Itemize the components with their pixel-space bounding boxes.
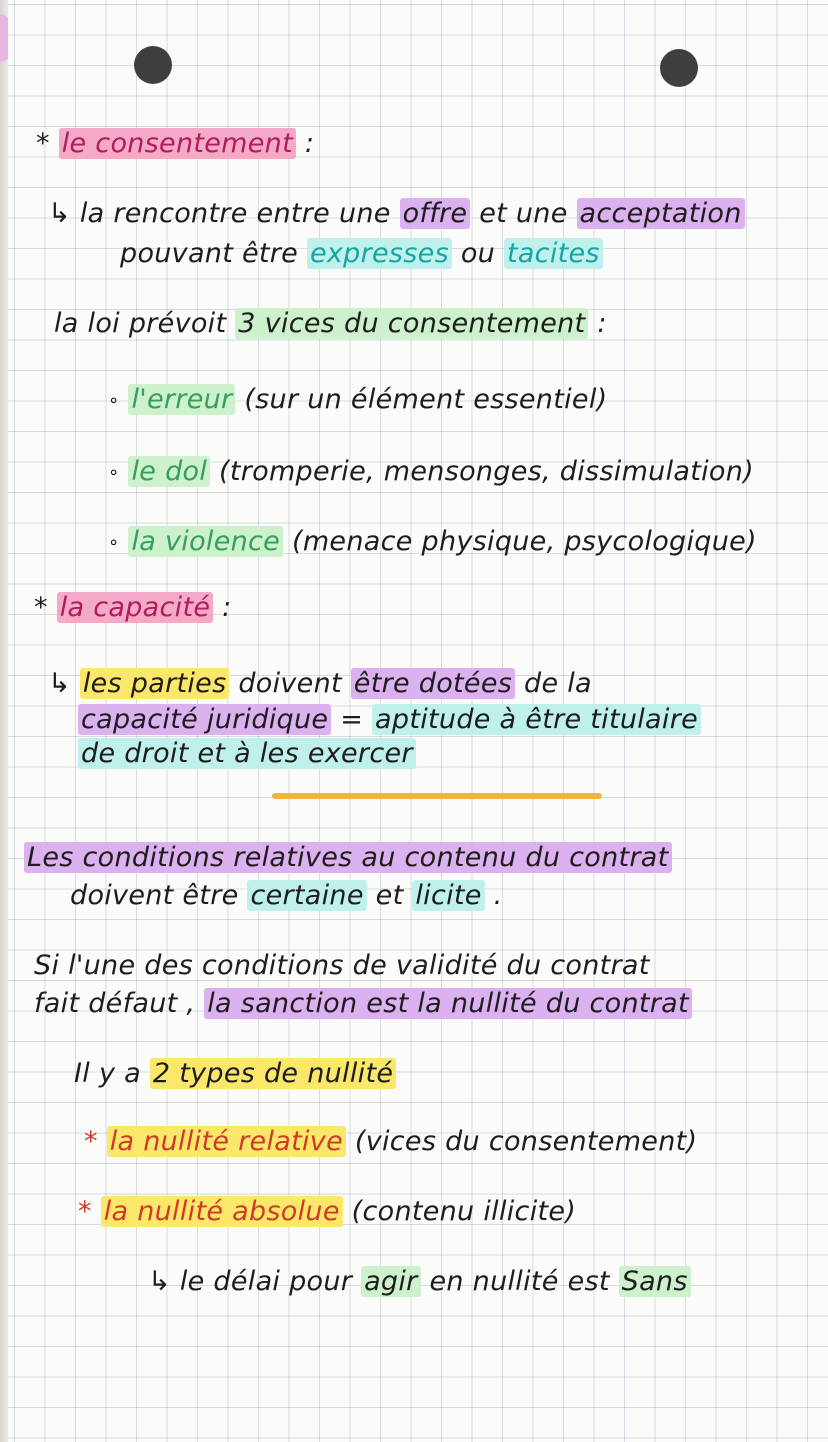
vice-detail: (tromperie, mensonges, dissimulation)	[219, 456, 754, 487]
heading-colon: :	[304, 128, 315, 159]
contenu-title: Les conditions relatives au contenu du contrat	[24, 842, 672, 873]
star-bullet-icon: *	[84, 1126, 98, 1157]
vice-item-erreur	[108, 384, 607, 415]
heading-consentement	[36, 128, 314, 159]
text: =	[340, 704, 364, 735]
text: et une	[479, 198, 568, 229]
text: :	[597, 308, 607, 339]
term-types: 2 types de nullité	[150, 1058, 396, 1089]
circle-bullet-icon: ∘	[108, 532, 120, 553]
circle-bullet-icon: ∘	[108, 462, 120, 483]
term-parties: les parties	[80, 668, 230, 699]
text: en nullité est	[429, 1266, 610, 1297]
term-expresses: expresses	[307, 238, 452, 269]
term-sanction: la sanction est la nullité du contrat	[204, 988, 692, 1019]
nullite-line-1	[34, 950, 650, 981]
contenu-line-2	[70, 880, 503, 911]
text: .	[493, 880, 503, 911]
term-acceptation: acceptation	[577, 198, 745, 229]
nullite-delai	[148, 1266, 691, 1297]
heading-colon: :	[222, 592, 232, 623]
term-offre: offre	[400, 198, 471, 229]
nullite-term: la nullité relative	[107, 1126, 346, 1157]
text: et	[375, 880, 404, 911]
capacite-line-2	[78, 704, 701, 735]
binder-hole-left	[134, 46, 172, 84]
term-droit: de droit et à les exercer	[78, 738, 416, 769]
text: pouvant être	[120, 238, 299, 269]
binder-hole-right	[660, 49, 698, 87]
text: de la	[524, 668, 592, 699]
term-agir: agir	[361, 1266, 421, 1297]
heading-text: la capacité	[57, 592, 214, 623]
grid-paper-sheet	[8, 0, 828, 1442]
star-bullet-icon: *	[78, 1196, 92, 1227]
text: doivent	[238, 668, 342, 699]
term-vices: 3 vices du consentement	[235, 308, 588, 339]
text: Il y a	[74, 1058, 141, 1089]
term-aptitude: aptitude à être titulaire	[372, 704, 701, 735]
nullite-type-absolue	[78, 1196, 576, 1227]
heading-capacite	[34, 592, 232, 623]
nullite-detail: (contenu illicite)	[351, 1196, 577, 1227]
text: Si l'une des conditions de validité du contrat	[34, 950, 650, 981]
star-bullet-icon: *	[36, 128, 50, 159]
text: ou	[460, 238, 496, 269]
capacite-line-3	[78, 738, 416, 769]
term-capacite-juridique: capacité juridique	[78, 704, 331, 735]
term-certaine: certaine	[247, 880, 366, 911]
term-tacites: tacites	[504, 238, 603, 269]
contenu-line-1	[24, 842, 672, 873]
nullite-term: la nullité absolue	[101, 1196, 343, 1227]
vice-detail: (menace physique, psycologique)	[291, 526, 757, 557]
heading-text: le consentement	[59, 128, 296, 159]
vice-term: le dol	[128, 456, 210, 487]
consentement-line-1	[48, 198, 745, 229]
circle-bullet-icon: ∘	[108, 390, 120, 411]
arrow-icon: ↳	[48, 668, 71, 699]
text: le délai pour	[179, 1266, 353, 1297]
capacite-line-1	[48, 668, 592, 699]
text: la rencontre entre une	[79, 198, 391, 229]
text: la loi prévoit	[54, 308, 227, 339]
vice-detail: (sur un élément essentiel)	[244, 384, 608, 415]
nullite-line-2	[34, 988, 692, 1019]
term-dotees: être dotées	[351, 668, 515, 699]
nullite-detail: (vices du consentement)	[354, 1126, 698, 1157]
section-divider	[272, 793, 602, 799]
vice-term: l'erreur	[128, 384, 235, 415]
arrow-icon: ↳	[148, 1266, 171, 1297]
vice-item-violence	[108, 526, 757, 557]
vice-item-dol	[108, 456, 754, 487]
consentement-line-3	[54, 308, 607, 339]
consentement-line-2	[120, 238, 603, 269]
star-bullet-icon: *	[34, 592, 48, 623]
term-licite: licite	[412, 880, 484, 911]
text: doivent être	[70, 880, 239, 911]
text: fait défaut ,	[34, 988, 196, 1019]
nullite-type-relative	[84, 1126, 697, 1157]
term-sans: Sans	[619, 1266, 691, 1297]
vice-term: la violence	[128, 526, 283, 557]
nullite-line-3	[74, 1058, 396, 1089]
arrow-icon: ↳	[48, 198, 71, 229]
